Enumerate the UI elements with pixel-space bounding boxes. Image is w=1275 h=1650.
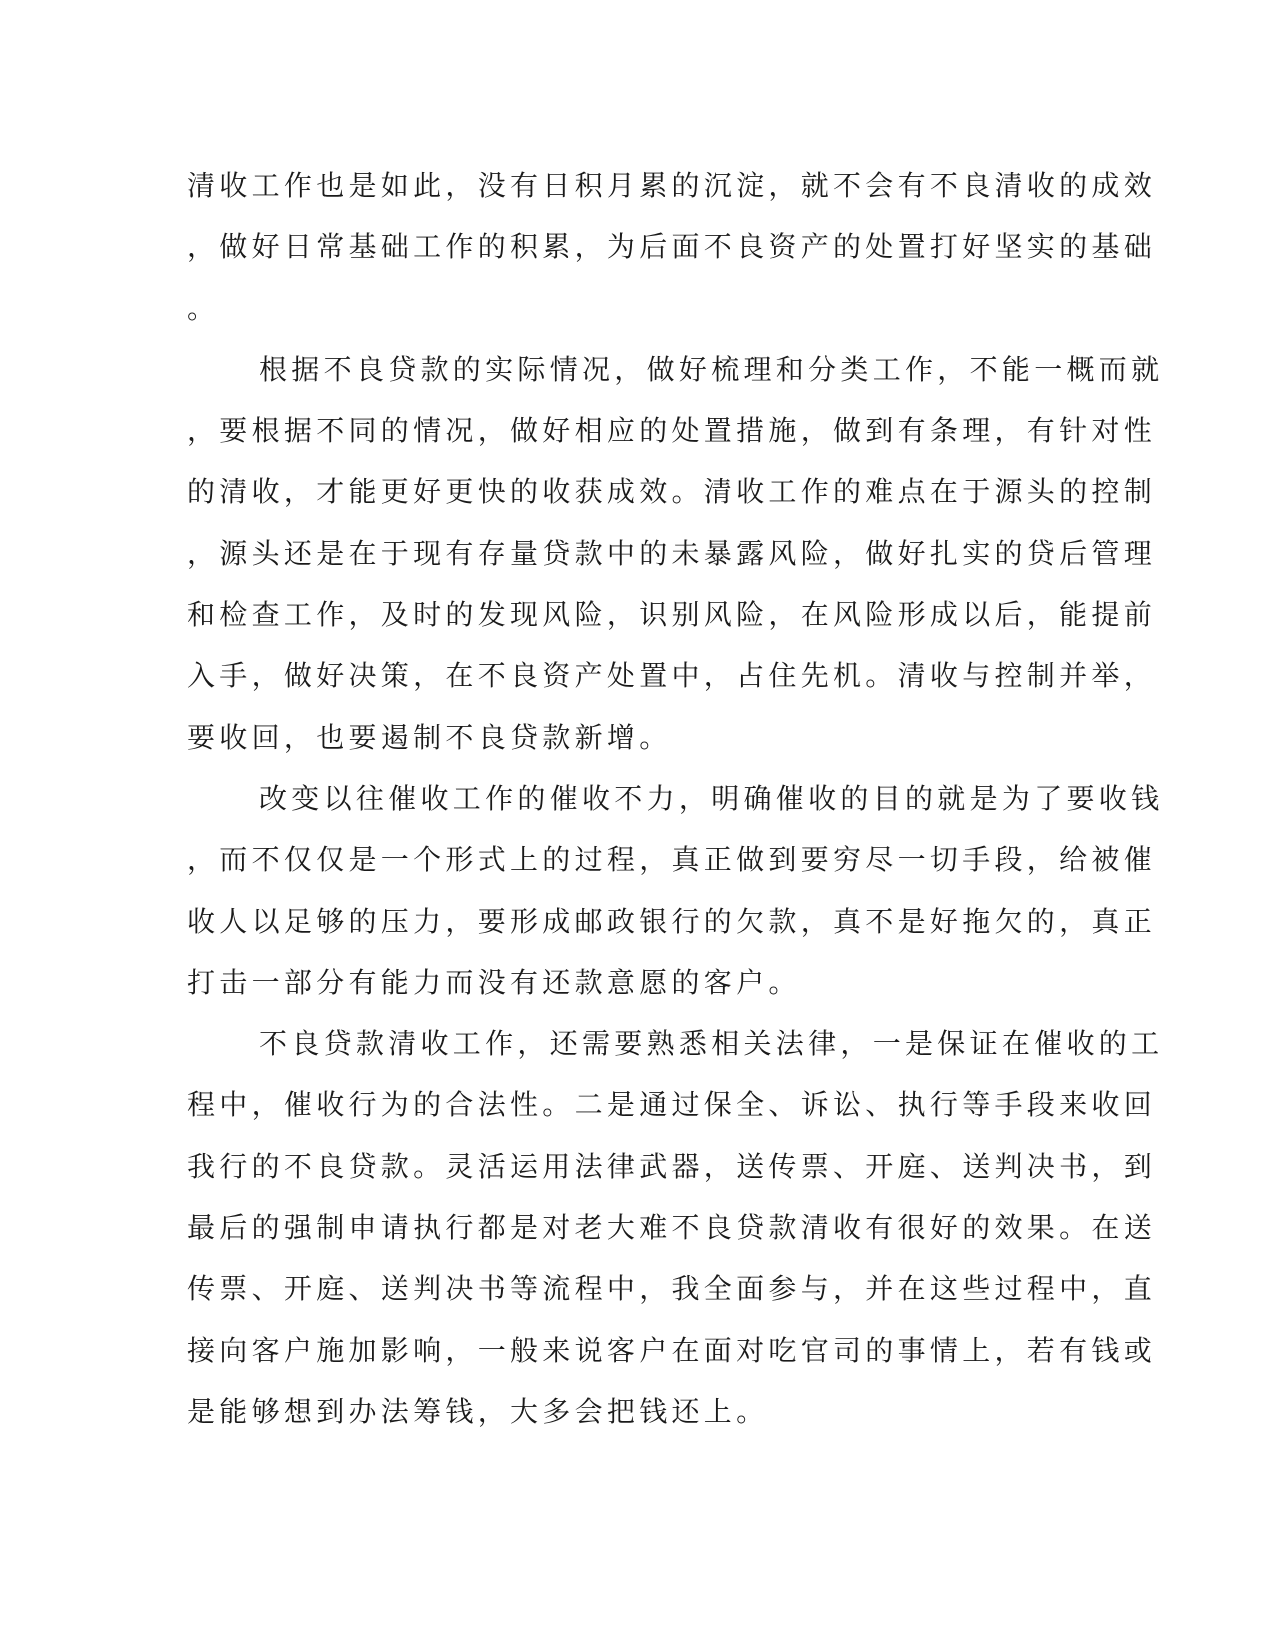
text-line: 。 bbox=[187, 291, 220, 325]
text-line: ，做好日常基础工作的积累，为后面不良资产的处置打好坚实的基础 bbox=[187, 230, 1157, 264]
text-line: 和检查工作，及时的发现风险，识别风险，在风险形成以后，能提前 bbox=[187, 598, 1157, 632]
text-line: 程中，催收行为的合法性。二是通过保全、诉讼、执行等手段来收回 bbox=[187, 1088, 1157, 1122]
text-line: 我行的不良贷款。灵活运用法律武器，送传票、开庭、送判决书，到 bbox=[187, 1149, 1157, 1183]
text-line: 清收工作也是如此，没有日积月累的沉淀，就不会有不良清收的成效 bbox=[187, 169, 1157, 202]
document-body bbox=[187, 155, 1164, 1442]
text-line: 收人以足够的压力，要形成邮政银行的欠款，真不是好拖欠的，真正 bbox=[187, 904, 1157, 938]
text-line: 要收回，也要遏制不良贷款新增。 bbox=[187, 720, 672, 754]
paragraph-first-line: 根据不良贷款的实际情况，做好梳理和分类工作，不能一概而就 bbox=[259, 352, 1164, 386]
text-line: 是能够想到办法筹钱，大多会把钱还上。 bbox=[187, 1394, 769, 1428]
text-line: 的清收，才能更好更快的收获成效。清收工作的难点在于源头的控制 bbox=[187, 475, 1157, 509]
text-line: 传票、开庭、送判决书等流程中，我全面参与，并在这些过程中，直 bbox=[187, 1272, 1157, 1306]
text-line: ，而不仅仅是一个形式上的过程，真正做到要穷尽一切手段，给被催 bbox=[187, 843, 1157, 877]
text-line: 最后的强制申请执行都是对老大难不良贷款清收有很好的效果。在送 bbox=[187, 1211, 1157, 1245]
paragraph-first-line: 改变以往催收工作的催收不力，明确催收的目的就是为了要收钱 bbox=[259, 781, 1164, 815]
text-line: 打击一部分有能力而没有还款意愿的客户。 bbox=[187, 965, 801, 999]
text-line: ，要根据不同的情况，做好相应的处置措施，做到有条理，有针对性 bbox=[187, 414, 1157, 448]
paragraph-first-line: 不良贷款清收工作，还需要熟悉相关法律，一是保证在催收的工 bbox=[259, 1027, 1164, 1061]
text-line: ，源头还是在于现有存量贷款中的未暴露风险，做好扎实的贷后管理 bbox=[187, 536, 1157, 570]
text-line: 入手，做好决策，在不良资产处置中，占住先机。清收与控制并举， bbox=[187, 659, 1157, 693]
text-line: 接向客户施加影响，一般来说客户在面对吃官司的事情上，若有钱或 bbox=[187, 1333, 1157, 1367]
